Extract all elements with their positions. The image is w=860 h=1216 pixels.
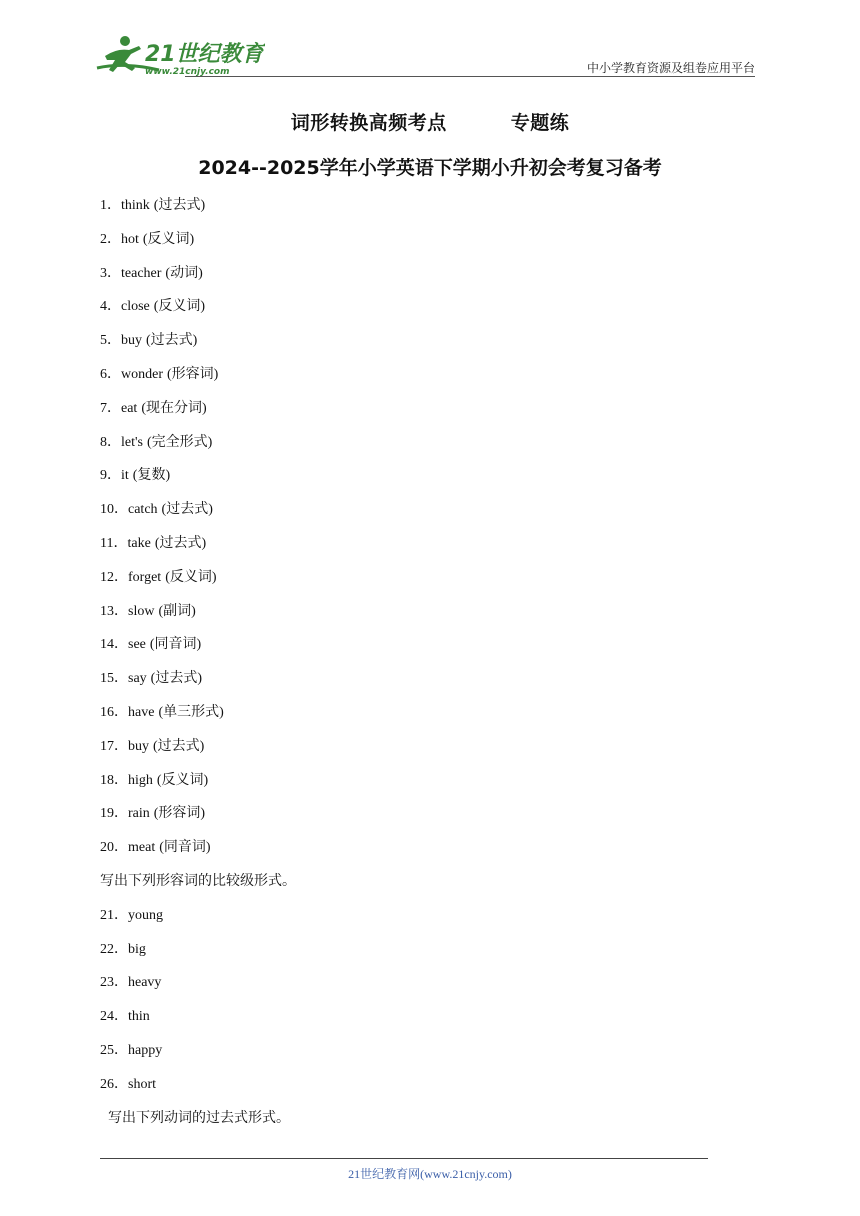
question-number: 10． bbox=[100, 502, 128, 518]
doc-title: 词形转换高频考点 专题练 bbox=[290, 112, 570, 134]
question-hint: (过去式) bbox=[150, 671, 202, 687]
question-hint: (同音词) bbox=[149, 637, 202, 653]
question-word: wonder bbox=[121, 366, 163, 382]
question-word: meat bbox=[128, 840, 156, 856]
question-word: short bbox=[128, 1076, 156, 1092]
question-item bbox=[100, 568, 700, 602]
question-word: catch bbox=[128, 502, 158, 518]
question-number: 25． bbox=[100, 1042, 128, 1058]
question-hint: (形容词) bbox=[153, 806, 206, 822]
question-item bbox=[100, 1075, 700, 1109]
question-number: 12． bbox=[100, 569, 128, 585]
question-word: see bbox=[128, 637, 146, 653]
question-number: 13． bbox=[100, 603, 128, 619]
question-item bbox=[100, 1007, 700, 1041]
question-number: 11． bbox=[100, 535, 128, 551]
logo-text: 21世纪教育 bbox=[145, 42, 264, 67]
question-number: 3． bbox=[100, 265, 121, 281]
header-tagline: 中小学教育资源及组卷应用平台 bbox=[586, 61, 755, 75]
question-number: 23． bbox=[100, 975, 128, 991]
question-number: 19． bbox=[100, 806, 128, 822]
question-item bbox=[100, 771, 700, 805]
question-number: 1． bbox=[100, 198, 121, 213]
question-word: think bbox=[121, 198, 150, 213]
question-item bbox=[100, 669, 700, 703]
question-hint: (过去式) bbox=[153, 198, 206, 213]
question-item bbox=[100, 466, 700, 500]
question-item bbox=[100, 973, 700, 1007]
question-word: it bbox=[121, 468, 129, 484]
question-hint: (过去式) bbox=[161, 502, 213, 518]
question-number: 15． bbox=[100, 671, 128, 687]
section-instruction: 写出下列形容词的比较级形式。 bbox=[100, 873, 296, 889]
question-word: big bbox=[128, 941, 146, 957]
question-number: 22． bbox=[100, 941, 128, 957]
question-item bbox=[100, 737, 700, 771]
question-item bbox=[100, 940, 700, 974]
question-word: high bbox=[128, 772, 153, 788]
question-number: 7． bbox=[100, 400, 121, 416]
question-hint: (过去式) bbox=[153, 738, 205, 754]
question-word: slow bbox=[128, 603, 155, 619]
question-word: teacher bbox=[121, 265, 162, 281]
question-list bbox=[100, 196, 700, 1142]
question-item bbox=[100, 365, 700, 399]
question-word: hot bbox=[121, 231, 139, 247]
question-item bbox=[100, 500, 700, 534]
question-hint: (形容词) bbox=[167, 366, 219, 382]
question-hint: (完全形式) bbox=[146, 434, 213, 450]
question-word: thin bbox=[128, 1009, 150, 1025]
question-hint: (副词) bbox=[158, 603, 196, 619]
question-word: heavy bbox=[128, 975, 162, 991]
question-item bbox=[100, 635, 700, 669]
question-hint: (复数) bbox=[132, 468, 171, 484]
question-item bbox=[100, 804, 700, 838]
question-item bbox=[100, 433, 700, 467]
question-item bbox=[100, 297, 700, 331]
question-number: 24． bbox=[100, 1009, 128, 1025]
question-item bbox=[100, 703, 700, 737]
question-item bbox=[100, 230, 700, 264]
question-word: say bbox=[128, 671, 147, 687]
question-word: take bbox=[127, 535, 151, 551]
question-item bbox=[100, 196, 700, 230]
question-hint: (反义词) bbox=[153, 299, 206, 315]
question-word: buy bbox=[121, 333, 142, 349]
question-item bbox=[100, 1041, 700, 1075]
question-number: 4． bbox=[100, 299, 121, 315]
question-number: 5． bbox=[100, 333, 121, 349]
question-item bbox=[100, 602, 700, 636]
question-item bbox=[100, 534, 700, 568]
header-divider bbox=[185, 76, 755, 77]
footer-divider bbox=[100, 1158, 708, 1159]
question-word: let's bbox=[121, 434, 143, 450]
doc-subtitle: 2024--2025学年小学英语下学期小升初会考复习备考 bbox=[198, 157, 662, 179]
question-number: 26． bbox=[100, 1076, 128, 1092]
question-word: happy bbox=[128, 1042, 163, 1058]
question-word: close bbox=[121, 299, 150, 315]
question-number: 2． bbox=[100, 231, 121, 247]
question-item bbox=[100, 264, 700, 298]
question-number: 14． bbox=[100, 637, 128, 653]
logo-url: www.21cnjy.com bbox=[145, 67, 230, 76]
question-hint: (过去式) bbox=[146, 333, 198, 349]
question-hint: (现在分词) bbox=[141, 400, 207, 416]
question-hint: (动词) bbox=[165, 265, 203, 281]
question-word: young bbox=[128, 907, 163, 923]
question-hint: (同音词) bbox=[159, 840, 211, 856]
question-number: 16． bbox=[100, 704, 128, 720]
question-item bbox=[100, 399, 700, 433]
question-hint: (反义词) bbox=[165, 569, 217, 585]
question-number: 20． bbox=[100, 840, 128, 856]
question-item bbox=[100, 838, 700, 872]
question-number: 6． bbox=[100, 366, 121, 382]
question-number: 21． bbox=[100, 907, 128, 923]
question-hint: (单三形式) bbox=[158, 704, 224, 720]
question-hint: (反义词) bbox=[156, 772, 209, 788]
question-word: buy bbox=[128, 738, 149, 754]
question-number: 18． bbox=[100, 772, 128, 788]
section-instruction: 写出下列动词的过去式形式。 bbox=[108, 1110, 290, 1126]
question-word: have bbox=[128, 704, 155, 720]
question-item bbox=[100, 906, 700, 940]
question-hint: (反义词) bbox=[142, 231, 195, 247]
logo-21cnjy bbox=[95, 34, 265, 76]
question-number: 9． bbox=[100, 468, 121, 484]
question-word: forget bbox=[128, 569, 162, 585]
question-item bbox=[100, 331, 700, 365]
question-number: 17． bbox=[100, 738, 128, 754]
question-number: 8． bbox=[100, 434, 121, 450]
page-footer: 21世纪教育网(www.21cnjy.com) bbox=[348, 1167, 512, 1181]
question-hint: (过去式) bbox=[154, 535, 207, 551]
question-word: rain bbox=[128, 806, 150, 822]
page-header bbox=[95, 34, 755, 78]
question-word: eat bbox=[121, 400, 138, 416]
